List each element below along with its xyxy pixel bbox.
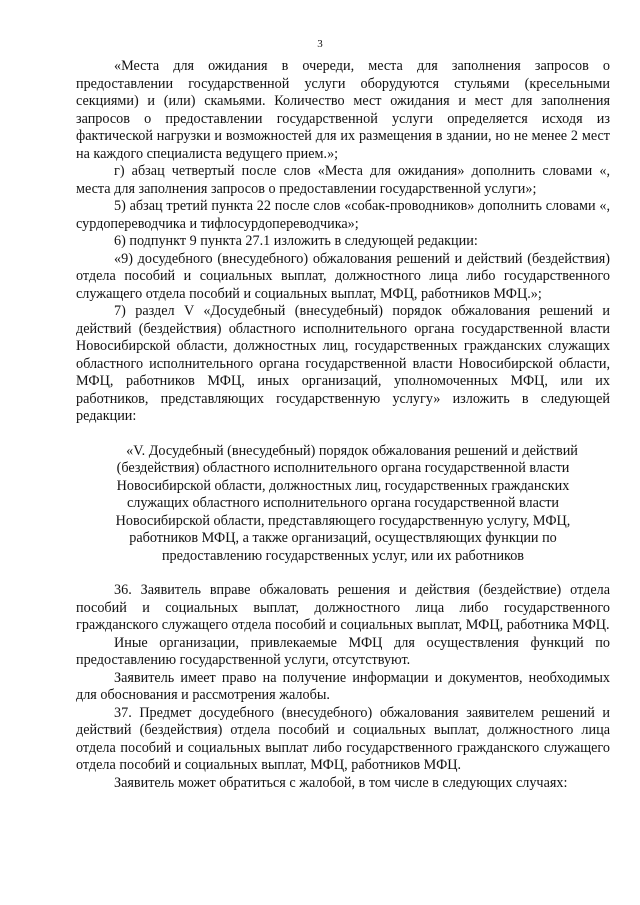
page-number: 3 xyxy=(317,38,323,50)
paragraph-item-6: 6) подпункт 9 пункта 27.1 изложить в следующей редакции: xyxy=(114,233,478,249)
paragraph-other-organizations: Иные организации, привлекаемые МФЦ для осуществления функций по предоставлению государственной услуги, отсутствуют. xyxy=(76,634,610,668)
document-body xyxy=(76,58,610,792)
section-heading: «V. Досудебный (внесудебный) порядок обжалования решений и действий (бездействия) областного исполнительного органа государственной власти Новосибирской области, должностных лиц, государственных гражданских служащих областного исполнительного органа государственной власти Новосибирской области, представляющего государственную услугу, МФЦ, работников МФЦ, а также организаций, осуществляющих функции по предоставлению государственных услуг, или их работников xyxy=(115,442,578,564)
paragraph-37: 37. Предмет досудебного (внесудебного) обжалования заявителем решений и действий (бездействия) отдела пособий и социальных выплат, должностного лица отдела пособий и социальных выплат либо государственного гражданского служащего отдела пособий и социальных выплат, МФЦ, работников МФЦ. xyxy=(76,704,610,773)
spacer xyxy=(76,565,610,582)
paragraph-item-7: 7) раздел V «Досудебный (внесудебный) порядок обжалования решений и действий (бездействия) областного исполнительного органа государственной власти Новосибирской области, должностных лиц, государственных гражданских служащих областного исполнительного органа государственной власти Новосибирской области, МФЦ, работников МФЦ, иных организаций, уполномоченных МФЦ, или их работников, представляющих государственную услугу» изложить в следующей редакции: xyxy=(76,303,610,424)
paragraph-item-g: г) абзац четвертый после слов «Места для ожидания» дополнить словами «, места для заполнения запросов о предоставлении государственной услуги»; xyxy=(76,163,610,197)
paragraph-subitem-9: «9) досудебного (внесудебного) обжалования решений и действий (бездействия) отдела пособий и социальных выплат, должностного лица либо государственного служащего отдела пособий и социальных выплат, МФЦ, работников МФЦ.»; xyxy=(76,250,610,302)
paragraph-36: 36. Заявитель вправе обжаловать решения и действия (бездействие) отдела пособий и социальных выплат, должностного лица либо государственного гражданского служащего отдела пособий и социальных выплат, МФЦ, работника МФЦ. xyxy=(76,582,610,633)
paragraph-waiting-places: «Места для ожидания в очереди, места для заполнения запросов о предоставлении государственной услуги оборудуются стульями (кресельными секциями) и (или) скамьями. Количество мест ожидания и мест для заполнения запросов о предоставлении государственной услуги определяется исходя из фактической нагрузки и возможностей для их размещения в здании, но не менее 2 мест на каждого специалиста ведущего прием.»; xyxy=(76,58,610,162)
paragraph-applicant-right: Заявитель имеет право на получение информации и документов, необходимых для обоснования и рассмотрения жалобы. xyxy=(76,669,610,703)
spacer xyxy=(76,426,610,443)
paragraph-item-5: 5) абзац третий пункта 22 после слов «собак-проводников» дополнить словами «, сурдопереводчика и тифлосурдопереводчика»; xyxy=(76,198,610,232)
paragraph-complaint-cases: Заявитель может обратиться с жалобой, в том числе в следующих случаях: xyxy=(114,774,568,791)
